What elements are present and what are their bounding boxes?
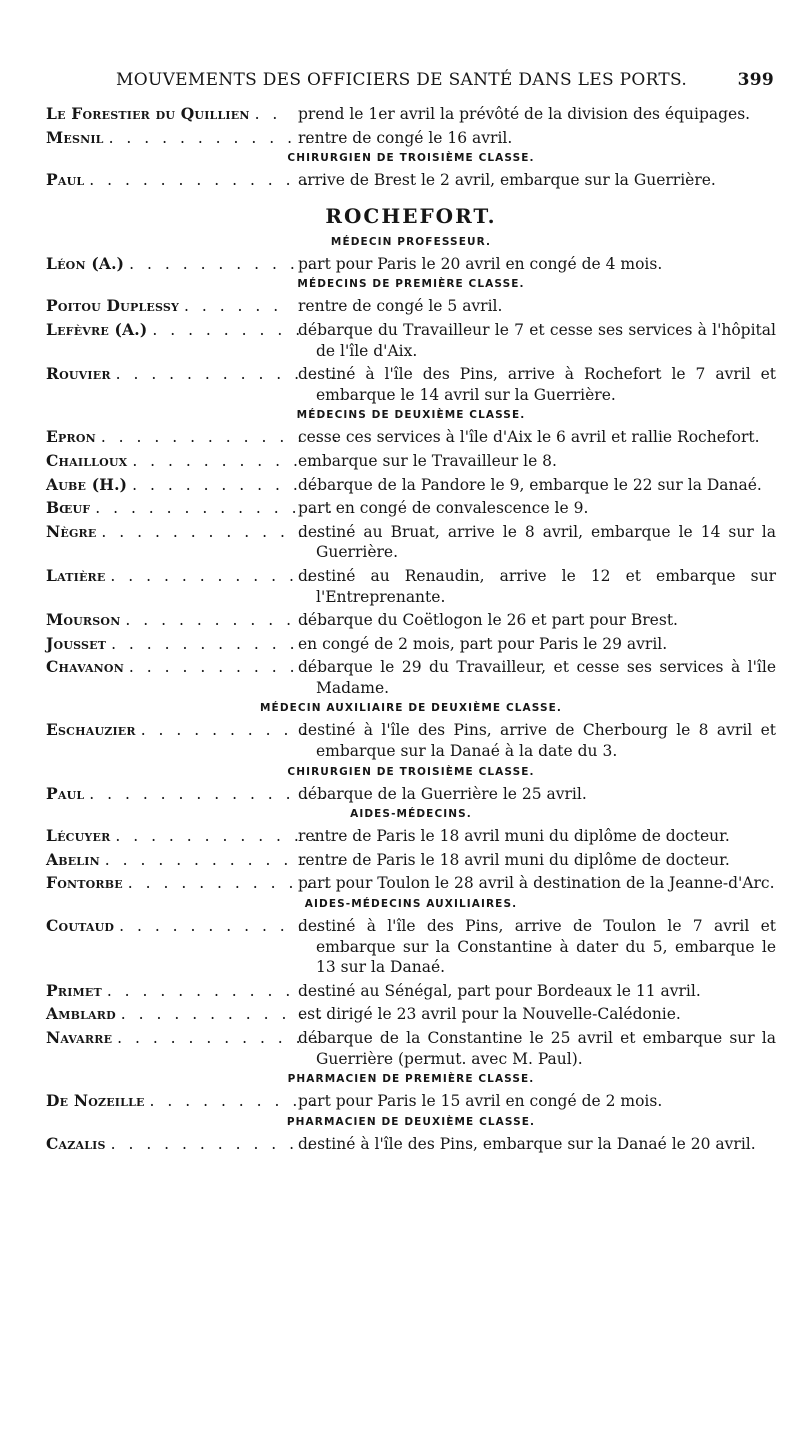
movement-text: destiné à l'île des Pins, arrive de Cherbourg le 8 avril et embarque sur la Danaé à la date du 3. — [298, 721, 776, 761]
entry-row — [46, 498, 776, 519]
entry-row — [46, 170, 776, 191]
leader-dots: . . . . . . . . . . . . — [119, 917, 325, 936]
entry-row — [46, 634, 776, 655]
entry-row — [46, 850, 776, 871]
entry-row — [46, 522, 776, 563]
movement-list — [46, 104, 776, 1157]
officer-name: Mourson — [46, 610, 121, 630]
entry-row — [46, 1028, 776, 1069]
officer-name-cell — [46, 720, 311, 741]
officer-name-cell — [46, 253, 317, 275]
leader-dots: . . . . . . . . . . — [140, 721, 311, 740]
category-heading: MÉDECINS DE DEUXIÈME CLASSE. — [296, 409, 526, 422]
leader-dots: . . . . . . . . . — [152, 320, 305, 339]
movement-text: débarque le 29 du Travailleur, et cesse ses services à l'île Madame. — [298, 658, 776, 697]
movement-text: embarque sur le Travailleur le 8. — [298, 451, 557, 470]
leader-dots: . . . . . . . . . . . . . . — [104, 850, 346, 869]
movement-text: rentre de congé le 5 avril. — [298, 297, 503, 316]
officer-name: Chailloux — [46, 450, 128, 470]
officer-name-cell — [46, 1091, 320, 1112]
entry-row — [46, 1134, 776, 1155]
officer-name: Fontorbe — [46, 873, 123, 893]
officer-name-cell — [46, 474, 320, 496]
leader-dots: . . . . . . . . . . . . . . — [89, 784, 331, 803]
officer-name: Le Forestier du Quillien — [46, 104, 250, 123]
entry-row — [46, 451, 776, 472]
officer-name-cell — [46, 127, 314, 149]
movement-text: prend le 1er avril la prévôté de la division des équipages. — [298, 105, 751, 123]
running-head — [116, 70, 774, 96]
movement-text: débarque du Coëtlogon le 26 et part pour Brest. — [298, 611, 678, 630]
officer-name-cell — [46, 1133, 334, 1155]
movement-text: destiné à l'île des Pins, embarque sur la Danaé le 20 avril. — [298, 1134, 756, 1153]
officer-name: De Nozeille — [46, 1091, 145, 1111]
officer-name: Jousset — [46, 633, 107, 653]
entry-row — [46, 720, 776, 761]
officer-name-cell — [46, 916, 325, 937]
leader-dots: . . . . . . . . . . . . . — [115, 365, 339, 384]
category-heading: AIDES-MÉDECINS AUXILIAIRES. — [304, 898, 518, 911]
officer-name: Amblard — [46, 1004, 116, 1024]
officer-name-cell — [46, 657, 317, 678]
movement-text: rentre de Paris le 18 avril muni du diplôme de docteur. — [298, 827, 730, 846]
category-heading: MÉDECIN AUXILIAIRE DE DEUXIÈME CLASSE. — [260, 702, 562, 715]
officer-name: Aube (H.) — [46, 474, 128, 494]
officer-name: Poitou Duplessy — [46, 296, 180, 316]
officer-name-cell — [46, 610, 331, 631]
officer-name-cell — [46, 296, 294, 317]
category-heading: CHIRURGIEN DE TROISIÈME CLASSE. — [287, 152, 535, 165]
entry-row — [46, 1091, 776, 1112]
movement-text: arrive de Brest le 2 avril, embarque sur la Guerrière. — [298, 171, 716, 190]
movement-text: débarque de la Guerrière le 25 avril. — [298, 784, 587, 803]
entry-row — [46, 916, 776, 978]
leader-dots: . . . . . . — [184, 297, 283, 316]
movement-text: débarque de la Pandore le 9, embarque le 22 sur la Danaé. — [298, 475, 762, 494]
officer-name-cell — [46, 1004, 327, 1025]
leader-dots: . . . . . . . . . . . — [132, 475, 320, 494]
officer-name-cell — [46, 849, 346, 871]
leader-dots: . . . . . . . . . . . . — [108, 128, 314, 147]
leader-dots: . . . . . . . . . . . — [129, 254, 317, 273]
movement-text: destiné au Sénégal, part pour Bordeaux le 11 avril. — [298, 981, 701, 1000]
officer-name-cell — [46, 170, 331, 191]
leader-dots: . . . . . . . . . . . . . . — [89, 171, 331, 190]
entry-row — [46, 610, 776, 631]
movement-text: rentre de congé le 16 avril. — [298, 128, 513, 147]
movement-text: destiné à l'île des Pins, arrive à Rochefort le 7 avril et embarque le 14 avril sur la Guerrière. — [298, 365, 776, 404]
leader-dots: . . . . . . . . . . . . . . — [100, 428, 342, 447]
officer-name-cell — [46, 498, 337, 519]
entry-row — [46, 254, 776, 275]
category-heading: PHARMACIEN DE DEUXIÈME CLASSE. — [286, 1115, 536, 1128]
entry-row — [46, 566, 776, 607]
movement-text: part pour Paris le 20 avril en congé de 4 mois. — [298, 254, 663, 273]
category-heading: CHIRURGIEN DE TROISIÈME CLASSE. — [287, 765, 535, 778]
movement-text: cesse ces services à l'île d'Aix le 6 avril et rallie Rochefort. — [298, 428, 760, 447]
officer-name-cell — [46, 873, 334, 894]
officer-name-cell — [46, 521, 325, 543]
movement-text: débarque du Travailleur le 7 et cesse ses services à l'hôpital de l'île d'Aix. — [298, 320, 776, 360]
officer-name: Bœuf — [46, 498, 91, 518]
entry-row — [46, 784, 776, 805]
officer-name: Paul — [46, 783, 85, 803]
officer-name: Chavanon — [46, 657, 124, 677]
leader-dots: . . . . . . . . . . . . — [117, 1029, 323, 1047]
movement-text: destiné à l'île des Pins, arrive de Toulon le 7 avril et embarque sur la Constantine à dater du 5, embarque le 13 sur la Danaé. — [298, 917, 776, 977]
officer-name: Coutaud — [46, 916, 115, 936]
entry-row — [46, 427, 776, 448]
officer-name: Abelin — [46, 849, 100, 869]
officer-name: Paul — [46, 170, 85, 190]
category-heading: MÉDECINS DE PREMIÈRE CLASSE. — [297, 278, 525, 291]
leader-dots: . . . . . . . . . . . . . . — [95, 499, 337, 518]
category-heading: AIDES-MÉDECINS. — [350, 808, 472, 821]
leader-dots: . . . . . . . . . . . . — [110, 566, 316, 585]
section-heading: ROCHEFORT. — [325, 203, 497, 228]
movement-text: destiné au Renaudin, arrive le 12 et embarque sur l'Entreprenante. — [298, 566, 776, 606]
entry-row — [46, 320, 776, 361]
entry-row — [46, 826, 776, 847]
officer-name: Epron — [46, 427, 96, 447]
entry-row — [46, 104, 776, 125]
leader-dots: . . . . . . . . . . . . . — [106, 981, 331, 1000]
movement-text: rentre de Paris le 18 avril muni du diplôme de docteur. — [298, 850, 730, 869]
leader-dots: . . . . . . . . . . . — [128, 658, 317, 677]
leader-dots: . . . . . . . . . . . . — [111, 634, 317, 653]
entry-row — [46, 873, 776, 894]
entry-row — [46, 128, 776, 149]
movement-text: est dirigé le 23 avril pour la Nouvelle-Calédonie. — [298, 1005, 681, 1024]
officer-name: Cazalis — [46, 1133, 106, 1153]
officer-name: Lécuyer — [46, 826, 111, 846]
category-heading: MÉDECIN PROFESSEUR. — [330, 235, 492, 248]
officer-name-cell — [46, 450, 320, 472]
officer-name: Navarre — [46, 1028, 113, 1047]
movement-text: part pour Paris le 15 avril en congé de 2 mois. — [298, 1092, 663, 1111]
leader-dots: . . . . . . . . . . . — [132, 451, 320, 470]
leader-dots: . . — [254, 105, 282, 123]
officer-name: Eschauzier — [46, 720, 136, 740]
movement-text: destiné au Bruat, arrive le 8 avril, embarque le 14 sur la Guerrière. — [298, 522, 776, 562]
page-number: 399 — [737, 70, 774, 90]
movement-text: débarque de la Constantine le 25 avril et embarque sur la Guerrière (permut. avec M. Paul). — [298, 1029, 776, 1068]
officer-name-cell — [46, 427, 342, 448]
leader-dots: . . . . . . . . . . . . — [115, 827, 321, 846]
officer-name: Primet — [46, 980, 102, 1000]
entry-row — [46, 364, 776, 405]
officer-name-cell — [46, 783, 331, 805]
officer-name: Rouvier — [46, 364, 111, 384]
leader-dots: . . . . . . . . . . . . — [120, 1005, 327, 1024]
officer-name: Léon (A.) — [46, 253, 125, 273]
movement-text: part en congé de convalescence le 9. — [298, 499, 589, 518]
officer-name-cell — [46, 364, 339, 385]
officer-name: Lefèvre (A.) — [46, 319, 148, 339]
officer-name-cell — [46, 1028, 323, 1049]
entry-row — [46, 475, 776, 496]
movement-text: en congé de 2 mois, part pour Paris le 29 avril. — [298, 634, 668, 653]
entry-row — [46, 981, 776, 1002]
officer-name-cell — [46, 104, 294, 125]
leader-dots: . . . . . . . . . . . . . — [101, 522, 325, 541]
leader-dots: . . . . . . . . . . . . — [125, 611, 331, 630]
category-heading: PHARMACIEN DE PREMIÈRE CLASSE. — [287, 1073, 535, 1086]
officer-name-cell — [46, 319, 305, 341]
running-title: MOUVEMENTS DES OFFICIERS DE SANTÉ DANS LES PORTS. — [116, 70, 688, 90]
officer-name-cell — [46, 826, 321, 847]
leader-dots: . . . . . . . . . . . . . — [110, 1134, 334, 1153]
leader-dots: . . . . . . . . . . . . — [127, 874, 334, 893]
officer-name: Mesnil — [46, 127, 104, 147]
officer-name-cell — [46, 633, 317, 655]
officer-name: Latière — [46, 565, 106, 585]
officer-name-cell — [46, 980, 331, 1002]
entry-row — [46, 657, 776, 698]
leader-dots: . . . . . . . . . . — [149, 1092, 320, 1111]
officer-name-cell — [46, 565, 316, 587]
officer-name: Nègre — [46, 521, 97, 541]
entry-row — [46, 1004, 776, 1025]
entry-row — [46, 296, 776, 317]
movement-text: part pour Toulon le 28 avril à destination de la Jeanne-d'Arc. — [298, 874, 775, 893]
